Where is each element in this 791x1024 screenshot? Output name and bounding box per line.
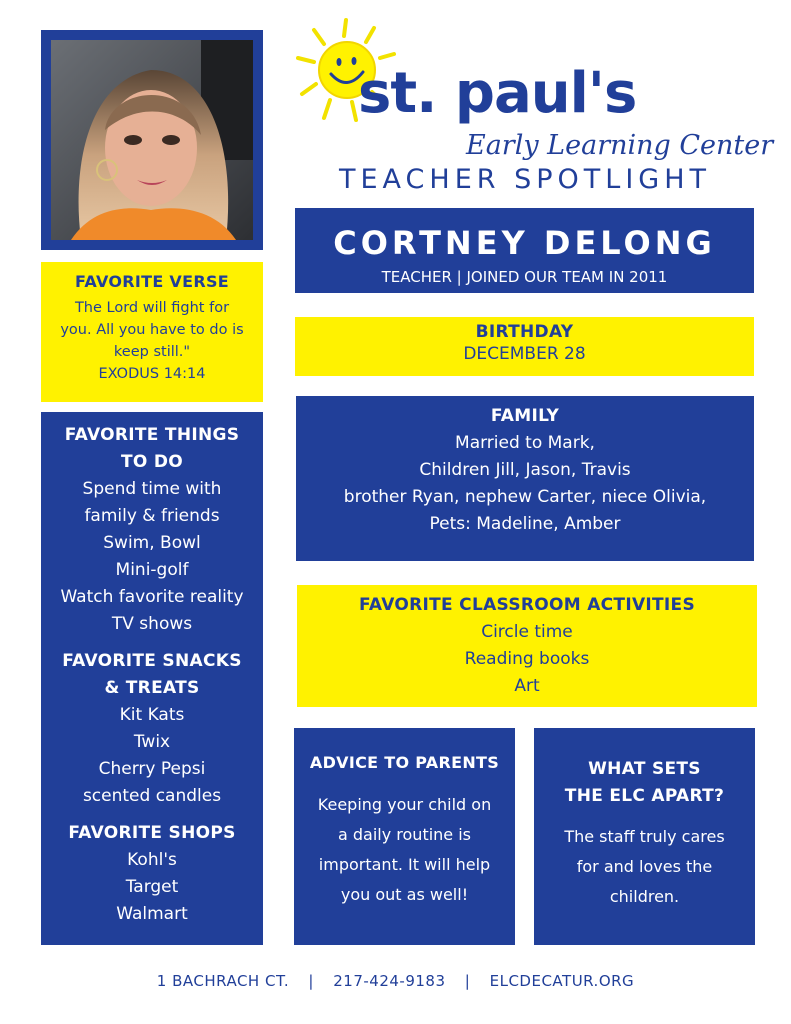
- elc-logo: [294, 14, 774, 164]
- list-item: Walmart: [116, 904, 188, 924]
- advice-heading: ADVICE TO PARENTS: [309, 753, 500, 772]
- teacher-portrait: [51, 40, 253, 240]
- footer-website: ELCDECATUR.ORG: [489, 972, 635, 990]
- list-item: Swim, Bowl: [103, 533, 201, 553]
- list-item: Kit Kats: [119, 705, 185, 725]
- list-item: TV shows: [111, 614, 193, 634]
- list-item: Cherry Pepsi: [98, 759, 206, 779]
- list-item: Twix: [133, 732, 171, 752]
- family-line: Married to Mark,: [455, 433, 595, 453]
- teacher-photo: [41, 30, 263, 250]
- classroom-activities-heading: FAVORITE CLASSROOM ACTIVITIES: [358, 595, 696, 615]
- list-item: Reading books: [464, 649, 590, 669]
- favorite-snacks-section: [41, 648, 263, 810]
- birthday-heading: BIRTHDAY: [475, 322, 574, 342]
- teacher-name: CORTNEY DELONG: [333, 224, 716, 262]
- list-item: Kohl's: [127, 850, 177, 870]
- verse-line: The Lord will fight for: [74, 300, 230, 316]
- footer-separator: |: [308, 972, 314, 990]
- favorite-verse-heading: FAVORITE VERSE: [74, 272, 230, 291]
- teacher-name-box: [295, 208, 754, 293]
- verse-line: keep still.": [113, 344, 191, 360]
- verse-line: you. All you have to do is: [60, 322, 244, 338]
- favorite-snacks-heading: FAVORITE SNACKS: [62, 651, 242, 671]
- list-item: Art: [514, 676, 540, 696]
- footer: [0, 972, 791, 990]
- page-title: TEACHER SPOTLIGHT: [339, 164, 711, 195]
- list-item: Mini-golf: [115, 560, 189, 580]
- footer-phone: 217-424-9183: [333, 972, 446, 990]
- list-item: Watch favorite reality: [60, 587, 244, 607]
- favorite-shops-heading: FAVORITE SHOPS: [68, 823, 236, 843]
- elc-apart-line: The staff truly cares: [564, 827, 725, 846]
- logo-subtitle: Early Learning Center: [466, 130, 774, 161]
- favorite-shops-section: [41, 820, 263, 928]
- elc-apart-line: for and loves the: [576, 857, 713, 876]
- favorite-snacks-heading: & TREATS: [104, 678, 200, 698]
- favorite-things-section: [41, 422, 263, 638]
- advice-line: you out as well!: [340, 885, 469, 904]
- favorite-things-heading: TO DO: [120, 452, 184, 472]
- elc-apart-line: children.: [609, 887, 680, 906]
- teacher-role: TEACHER | JOINED OUR TEAM IN 2011: [381, 268, 668, 286]
- advice-line: important. It will help: [318, 855, 491, 874]
- advice-line: Keeping your child on: [317, 795, 492, 814]
- footer-address: 1 BACHRACH CT.: [156, 972, 290, 990]
- family-heading: FAMILY: [490, 406, 560, 426]
- list-item: family & friends: [84, 506, 220, 526]
- list-item: scented candles: [82, 786, 222, 806]
- elc-apart-box: [534, 728, 755, 945]
- family-line: brother Ryan, nephew Carter, niece Olivia,: [343, 487, 707, 507]
- list-item: Spend time with: [82, 479, 222, 499]
- elc-apart-heading: WHAT SETS: [588, 759, 701, 779]
- favorites-column: [41, 412, 263, 945]
- elc-apart-heading: THE ELC APART?: [564, 786, 725, 806]
- classroom-activities-box: [297, 585, 757, 707]
- verse-reference: EXODUS 14:14: [98, 366, 206, 382]
- favorite-things-heading: FAVORITE THINGS: [64, 425, 240, 445]
- family-line: Pets: Madeline, Amber: [429, 514, 621, 534]
- birthday-box: [295, 317, 754, 376]
- favorite-verse-box: [41, 262, 263, 402]
- advice-line: a daily routine is: [337, 825, 472, 844]
- birthday-value: DECEMBER 28: [463, 344, 586, 364]
- footer-separator: |: [464, 972, 471, 990]
- logo-name: st. paul's: [358, 61, 637, 126]
- list-item: Target: [125, 877, 179, 897]
- advice-box: [294, 728, 515, 945]
- family-line: Children Jill, Jason, Travis: [419, 460, 631, 480]
- list-item: Circle time: [481, 622, 573, 642]
- family-box: [296, 396, 754, 561]
